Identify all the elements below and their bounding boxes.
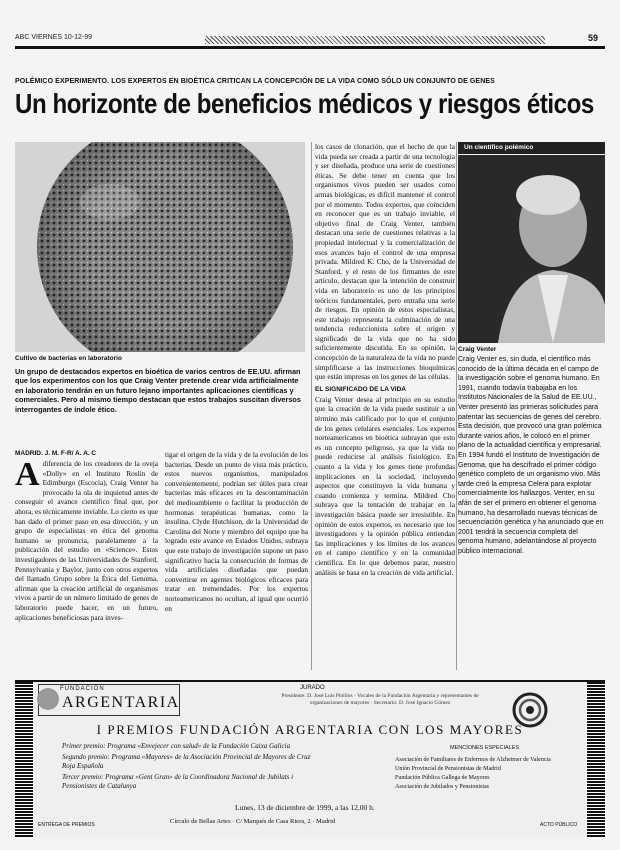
column-3-text: los casos de clonación, que el hecho de que la vida pueda ser creada a partir de una tecnología y ser diseñada, produce una serie de cuestiones éticas. Se debe tener en cuenta que los organismos vivos pueden ser usados como armas biológicas, es difícil mantener el control por el momento. Todos expertos, que coinciden en reconocer que es un trabajo inviable, el objetivo final de Craig Venter, también destacan una serie de cuestiones relativas a la propiedad intelectual y la comercialización de esos avances bajo el control de una empresa privada. Mildred K. Cho, de la Universidad de Stanford, y el resto de los firmantes de este artículo, destacan que la intención de construir vida en laboratorio es uno de los principios teóricos fundamentales, pero entraña una serie de riesgos. En opinión de estos especialistas, este trabajo representa la culminación de una tendencia reduccionista sobre el origen y significado de la vida que no ha sido suficientemente discutida. En su opinión, la concepción de la naturaleza de la vida no puede simplificarse a las instrucciones bioquímicas que están impresas en los genes de las células. [315,142,455,382]
photo-caption: Cultivo de bacterias en laboratorio [15,355,122,362]
ad-logo-small-text: FUNDACIÓN [60,686,105,692]
sidebar-title: Un científico polémico [458,142,605,154]
bacteria-culture-image [15,142,305,352]
ad-corner-right: ACTO PÚBLICO [540,822,578,828]
portrait-image [458,155,605,343]
sidebar-text: Craig Venter es, sin duda, el científico más conocido de la última década en el campo de la investigación sobre el genoma humano. En 1991, cuando todavía trabajaba en los Institutos Nacionales de la Salud de EE.UU., Venter presentó las primeras solicitudes para patentar las secuencias de genes del cerebro. Esta decisión, que provocó una gran polémica durante varios años, le colocó en el primer plano de la actualidad científica y empresarial. En 1994 fundó el Instituto de Investigación de Genoma, que ha descifrado el primer código genético completo de un organismo vivo. Más tarde creó la empresa Celera para explotar comercialmente los hallazgos. Venter, en su afán de ser el primero en obtener el genoma humano, ha desarrollado nuevas técnicas de secuenciación genética y ha anunciado que en 2001 tendrá la secuencia completa del genoma humano, adelantándose al proyecto público internacional. [458,356,604,555]
mention-item: Fundación Pública Gallega de Mayores [395,775,490,781]
column-1-text: diferencia de los creadores de la oveja «Dolly» en el Instituto Roslin de Edimburgo (Escocia), Craig Venter ha provocado la ola de inquietud antes de conseguir el avance científico final que, por ahora, es técnicamente inviable. Lo cierto es que han dado el primer paso en esa dirección, y un grupo de especialistas en ética del genoma humano se pronuncia, paralelamente a la publicación del estudio en «Science». Estos investigadores de las Universidades de Stanford, Pennsylvania y Baylor, junto con otros expertos del llamado Grupo sobre la Ética del Genoma, afirman que la creación artificial de organismos vivos a partir de un número limitado de genes de laboratorio puede hacer, en un futuro, aplicaciones beneficiosas para inves- [15,459,158,622]
article-deck: Un grupo de destacados expertos en bioética de varios centros de EE.UU. afirman que los experimentos con los que Craig Venter pretende crear vida artificialmente en laboratorio tendrán en un futuro lejano importantes aplicaciones científicas y comerciales. Pero al mismo tiempo destacan que estos trabajos suscitan diversos interrogantes de índole ético. [15,367,301,414]
portrait-caption: Craig Venter [458,346,497,353]
ad-event-date: Lunes, 13 de diciembre de 1999, a las 12,00 h. [235,803,375,812]
article-column-3 [315,142,455,670]
article-kicker: POLÉMICO EXPERIMENTO. LOS EXPERTOS EN BIOÉTICA CRITICAN LA CONCEPCIÓN DE LA VIDA COMO SÓLO UN CONJUNTO DE GENES [15,78,495,85]
article-headline: Un horizonte de beneficios médicos y riesgos éticos [15,88,594,119]
ad-logo-mark [37,688,59,710]
column-2-text: tigar el origen de la vida y de la evolución de los bacterias. Desde un punto de vista más práctico, estos nuevos organismos, manipulados convenientemente, podrían ser útiles para crear bacterias más eficaces en la descontaminación del medioambiente o facilitar la producción de hormonas terapéuticas humanas, como la insulina. Clyde Hutchison, de la Universidad de Carolina del Norte y miembro del equipo que ha logrado este avance en Estados Unidos, subraya que este trabajo de investigación supone un paso significativo hacia la consecución de formas de vida artificiales diseñadas que puedan convertirse en agentes biológicos eficaces para tratar en tremendades. Por los expertos norteamericanos no ocultan, al igual que ocurrió en [165,450,308,613]
mention-item: Asociación de Jubilados y Pensionistas [395,784,489,790]
ad-mentions-title: MENCIONES ESPECIALES [450,745,520,751]
drop-cap: A [15,456,40,493]
first-prize: Primer premio: Programa «Envejecer con salud» de la Fundación Caixa Galicia [62,742,291,750]
header-rule [15,46,605,49]
bacteria-culture-photo [15,142,305,352]
page-number: 59 [588,33,599,43]
column-3-text-continued: Craig Venter desea al principio en su estudio que la creación de la vida puede sustituir a un término más calificado por lo que el conjunto de los genes celulares esenciales. Los expertos norteamericanos en bioética subrayan que esto es un concepto peligroso, ya que la vida no puede reducirse al análisis fisiológico. En cuanto a la vida y los genes tiene profundas implicaciones en la sociedad, incluyendo aspectos que constituyen la vida humana y cuando comienza y termina. Mildred Cho subraya que la tentación de trabajar en la investigación básica puede ser irresistible. En opinión de estos expertos, es necesario que los investigadores y la opinión pública entiendan las implicaciones y los límites de los avances en el campo científico y en la comunidad científica. En lo que debemos parar, nuestro análisis se basa en la creación de vida artificial. [315,394,455,577]
ad-mentions-list [395,756,595,792]
column-divider [456,142,457,670]
mention-item: Asociación de Familiares de Enfermos de Alzheimer de Valencia [395,757,551,763]
header-decorative-band [205,36,545,44]
page-header-date: ABC VIERNES 10-12-99 [15,34,93,41]
ad-corner-left: ENTREGA DE PREMIOS [38,822,95,828]
article-column-1 [15,450,158,670]
second-prize: Segundo premio: Programa «Mayores» de la Asociación Provincial de Mayores de Cruz Roja Española [62,753,311,770]
column-divider [311,142,312,670]
ad-logo-name: ARGENTARIA [62,694,180,711]
ad-jury-title: JURADO [300,685,325,691]
section-subhead: EL SIGNIFICADO DE LA VIDA [315,385,407,393]
ad-prizes-list [62,742,322,793]
article-column-2 [165,450,308,670]
third-prize: Tercer premio: Programa «Gent Gran» de la Coordinadora Nacional de Jubilats i Pensionistes de Catalunya [62,773,294,790]
ad-left-band [15,682,33,837]
mention-item: Unión Provincial de Pensionistas de Madrid [395,766,501,772]
ad-title: I PREMIOS FUNDACIÓN ARGENTARIA CON LOS MAYORES [96,722,524,737]
ad-event-place: Círculo de Bellas Artes · C/ Marqués de Casa Riera, 2 · Madrid [170,818,336,825]
byline: MADRID. J. M. F-R/ A. A. C [15,450,97,457]
craig-venter-portrait [458,155,605,343]
ad-jury-text: Presidente: D. José Luis Pinillos · Vocales de la Fundación Argentaria y representantes de organizaciones de mayores · Secretario: D. José Ignacio Gómez [281,693,479,706]
